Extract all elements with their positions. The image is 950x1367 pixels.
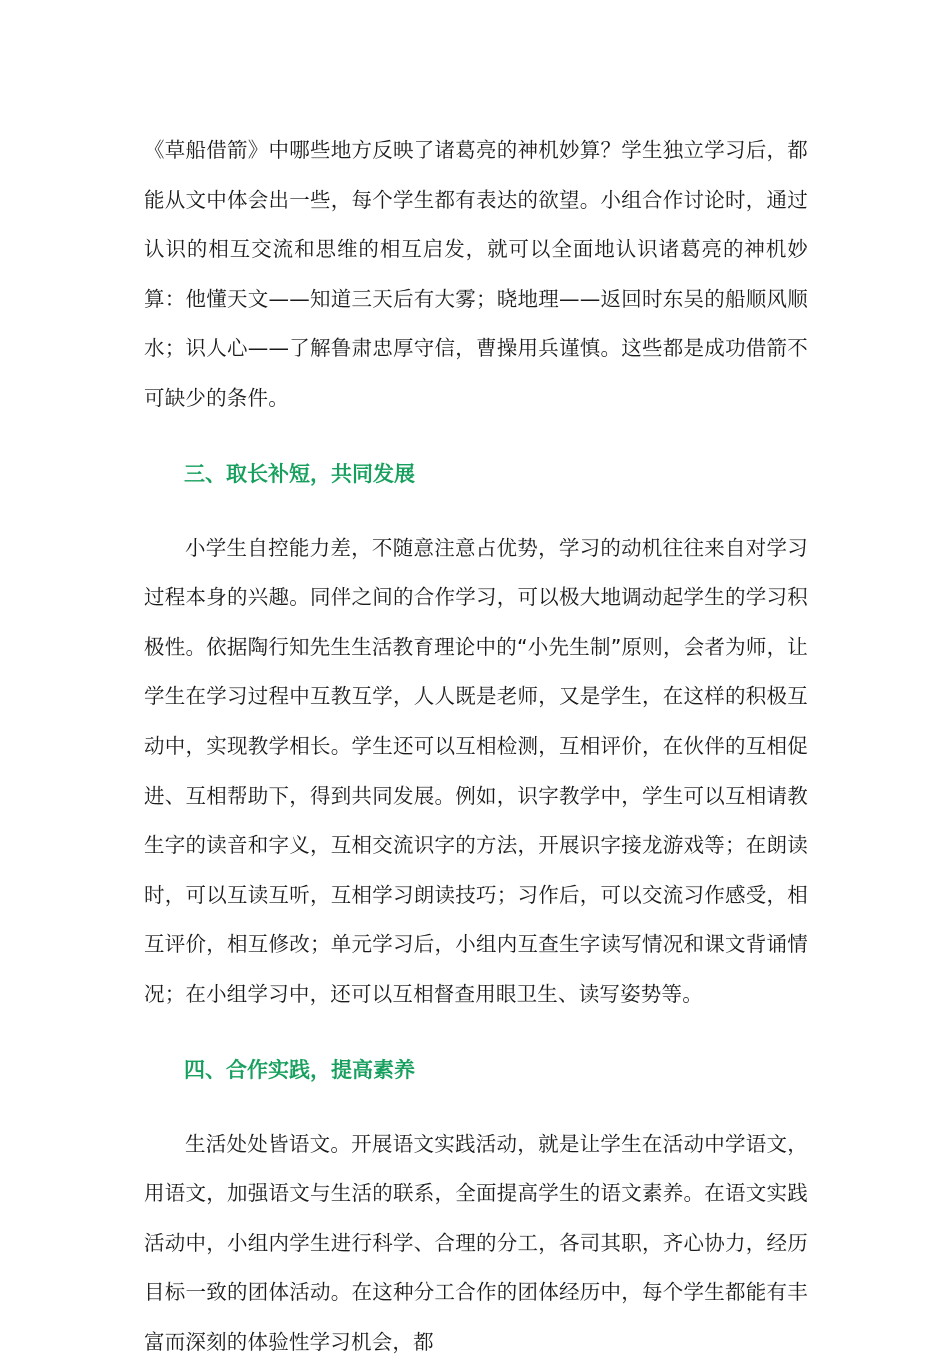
document-page: [144, 126, 808, 1367]
section-3-paragraph: 小学生自控能力差，不随意注意占优势，学习的动机往往来自对学习过程本身的兴趣。同伴之间的合作学习，可以极大地调动起学生的学习积极性。依据陶行知先生生活教育理论中的“小先生制”原则，会者为师，让学生在学习过程中互教互学，人人既是老师，又是学生，在这样的积极互动中，实现教学相长。学生还可以互相检测，互相评价，在伙伴的互相促进、互相帮助下，得到共同发展。例如，识字教学中，学生可以互相请教生字的读音和字义，互相交流识字的方法，开展识字接龙游戏等；在朗读时，可以互读互听，互相学习朗读技巧；习作后，可以交流习作感受，相互评价，相互修改；单元学习后，小组内互查生字读写情况和课文背诵情况；在小组学习中，还可以互相督查用眼卫生、读写姿势等。: [144, 524, 808, 1020]
spacer: [144, 498, 808, 524]
section-3-heading: 三、取长补短，共同发展: [144, 450, 808, 498]
spacer: [144, 424, 808, 450]
spacer: [144, 1094, 808, 1120]
section-4-heading: 四、合作实践，提高素养: [144, 1046, 808, 1094]
intro-paragraph: 《草船借箭》中哪些地方反映了诸葛亮的神机妙算？学生独立学习后，都能从文中体会出一些，每个学生都有表达的欲望。小组合作讨论时，通过认识的相互交流和思维的相互启发，就可以全面地认识诸葛亮的神机妙算：他懂天文——知道三天后有大雾；晓地理——返回时东吴的船顺风顺水；识人心——了解鲁肃忠厚守信，曹操用兵谨慎。这些都是成功借箭不可缺少的条件。: [144, 126, 808, 424]
section-4-paragraph: 生活处处皆语文。开展语文实践活动，就是让学生在活动中学语文，用语文，加强语文与生活的联系，全面提高学生的语文素养。在语文实践活动中，小组内学生进行科学、合理的分工，各司其职，齐心协力，经历目标一致的团体活动。在这种分工合作的团体经历中，每个学生都能有丰富而深刻的体验性学习机会，都: [144, 1120, 808, 1367]
spacer: [144, 1020, 808, 1046]
